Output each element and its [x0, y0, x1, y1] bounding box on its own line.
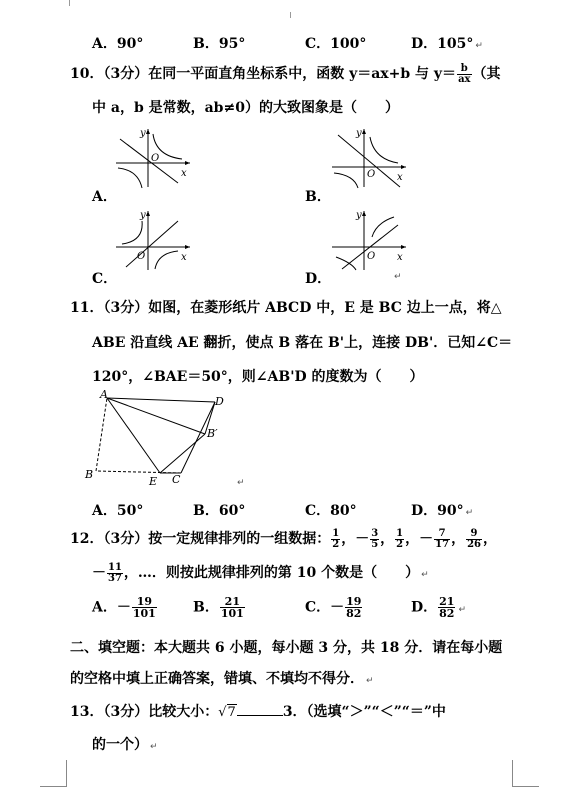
q13-line1 — [70, 701, 446, 721]
q10-fraction — [457, 64, 471, 85]
answer-blank[interactable] — [237, 703, 283, 716]
q11-line3: 120°，∠BAE＝50°，则∠AB'D 的度数为（ ） — [92, 369, 424, 385]
return-mark: ↵ — [465, 508, 474, 518]
axis-label-y: y — [356, 128, 362, 139]
q12-text-post: ， — [482, 531, 497, 547]
point-label-e: E — [149, 475, 158, 488]
option-label: B． — [193, 599, 219, 616]
q10-option-b: B． — [305, 189, 331, 205]
origin-label: O — [151, 153, 160, 164]
sqrt-radicand: 7 — [227, 705, 236, 720]
page-corner-mark-left — [40, 760, 67, 787]
point-label-b: B — [85, 468, 94, 481]
q10-option-c: C． — [92, 271, 118, 287]
sqrt-expression: √7 — [218, 705, 236, 720]
q10-option-d: D． — [305, 271, 332, 287]
axis-label-x: x — [397, 252, 403, 263]
option-num: 21 — [439, 595, 455, 608]
point-label-bprime: B′ — [207, 427, 218, 440]
axis-label-x: x — [181, 252, 187, 263]
option-fraction — [438, 596, 455, 619]
seq-num: 1 — [332, 527, 340, 539]
q11-option-a: A．50° — [92, 503, 144, 519]
origin-label: O — [137, 251, 146, 262]
return-mark: ↵ — [475, 41, 483, 51]
seq-num: 11 — [108, 561, 122, 573]
q11-option-c: C．80° — [305, 503, 357, 519]
q12-option-d — [411, 596, 466, 619]
origin-label: O — [367, 251, 376, 262]
option-label: A．－ — [92, 599, 131, 616]
q10-frac-den: ax — [458, 73, 471, 85]
q10-graph-c — [112, 207, 192, 272]
return-mark: ↵ — [237, 478, 245, 488]
top-mark-left — [69, 0, 70, 6]
q11-option-b: B．60° — [193, 503, 246, 519]
seq-sign: ， — [380, 531, 395, 547]
top-mark-mid — [290, 12, 291, 18]
option-num: 19 — [346, 595, 362, 608]
q12-line1 — [70, 528, 497, 550]
seq-fraction — [395, 529, 404, 550]
option-den: 82 — [439, 607, 455, 620]
seq-sign: ， — [451, 531, 466, 547]
q11-line1: 11．（3分）如图，在菱形纸片 ABCD 中，E 是 BC 边上一点，将△ — [70, 300, 502, 316]
option-fraction — [132, 596, 157, 619]
return-mark: ↵ — [394, 272, 402, 282]
point-label-a: A — [100, 390, 108, 401]
q11-option-d: D．90° ↵ — [411, 503, 474, 519]
axis-label-y: y — [140, 210, 146, 221]
seq-num: 3 — [371, 527, 379, 539]
seq-num: 1 — [396, 527, 404, 539]
q13-text-post: 3．（选填“＞”“＜”“＝”中 — [282, 704, 446, 720]
seq-fraction — [107, 563, 123, 584]
option-label: C．－ — [305, 599, 345, 616]
q10-line1 — [70, 63, 501, 85]
q13-line2: 的一个） ↵ — [92, 737, 158, 753]
q10-option-a: A． — [92, 189, 117, 205]
q9-option-a: A．90° — [92, 36, 144, 52]
option-label: D． — [411, 599, 438, 616]
return-mark: ↵ — [421, 570, 429, 580]
seq-den: 2 — [332, 538, 340, 550]
option-den: 82 — [346, 607, 362, 620]
option-num: 19 — [132, 596, 157, 608]
option-num: 21 — [220, 596, 245, 608]
q9-option-d: D．105° ↵ — [411, 36, 483, 52]
q12-option-a — [92, 596, 158, 619]
q10-text-post: （其 — [472, 66, 501, 82]
axis-label-y: y — [356, 210, 362, 221]
seq-den: 17 — [435, 538, 450, 550]
q10-graph-b — [328, 125, 408, 190]
q10-graph-a — [112, 125, 192, 190]
seq-sign: － — [92, 565, 106, 581]
q12-option-b — [193, 596, 246, 619]
seq-sign: ，－ — [405, 531, 434, 547]
q11-line2: ABE 沿直线 AE 翻折，使点 B 落在 B'上，连接 DB'．已知∠C＝ — [92, 335, 513, 351]
point-label-d: D — [215, 395, 224, 408]
axis-label-y: y — [140, 128, 146, 139]
page-corner-mark-right — [512, 760, 539, 787]
seq-sign: ，－ — [341, 531, 370, 547]
q13-text-pre: 13．（3分）比较大小： — [70, 704, 219, 720]
option-den: 101 — [220, 607, 244, 620]
seq-fraction — [370, 529, 379, 550]
origin-label: O — [367, 169, 376, 180]
seq-num: 7 — [434, 529, 450, 540]
seq-den: 37 — [108, 572, 122, 584]
q12-text-pre: 12．（3分）按一定规律排列的一组数据： — [70, 531, 331, 547]
seq-fraction — [331, 529, 340, 550]
seq-fraction — [466, 529, 482, 550]
seq-den: 2 — [396, 538, 404, 550]
option-den: 101 — [132, 607, 156, 620]
q10-graph-d — [328, 207, 408, 272]
axis-label-x: x — [181, 168, 187, 179]
q9-option-b: B．95° — [193, 36, 246, 52]
q10-line2: 中 a，b 是常数，ab≠0）的大致图象是（ ） — [92, 100, 399, 116]
option-fraction — [345, 596, 362, 619]
q10-text-pre: 10．（3分）在同一平面直角坐标系中，函数 y＝ax+b 与 y＝ — [70, 66, 457, 82]
return-mark: ↵ — [150, 742, 158, 752]
q11-rhombus-figure — [80, 390, 240, 490]
section2-line1: 二、填空题：本大题共 6 小题，每小题 3 分，共 18 分．请在每小题 — [70, 640, 503, 656]
return-mark: ↵ — [458, 604, 466, 615]
q12-line2 — [92, 562, 429, 584]
seq-num: 9 — [466, 529, 482, 540]
axis-label-x: x — [397, 172, 403, 183]
seq-den: 26 — [467, 538, 481, 550]
q12-option-c — [305, 596, 363, 619]
return-mark: ↵ — [366, 676, 374, 686]
option-fraction — [220, 596, 245, 619]
seq-fraction — [434, 529, 450, 550]
section2-line2: 的空格中填上正确答案，错填、不填均不得分． ↵ — [70, 671, 374, 687]
q10-frac-num: b — [457, 64, 471, 75]
q9-option-c: C．100° — [305, 36, 367, 52]
q12-text-post2: ，…．则按此规律排列的第 10 个数是（ ） — [123, 565, 420, 581]
point-label-c: C — [172, 473, 181, 486]
seq-den: 5 — [371, 538, 379, 550]
